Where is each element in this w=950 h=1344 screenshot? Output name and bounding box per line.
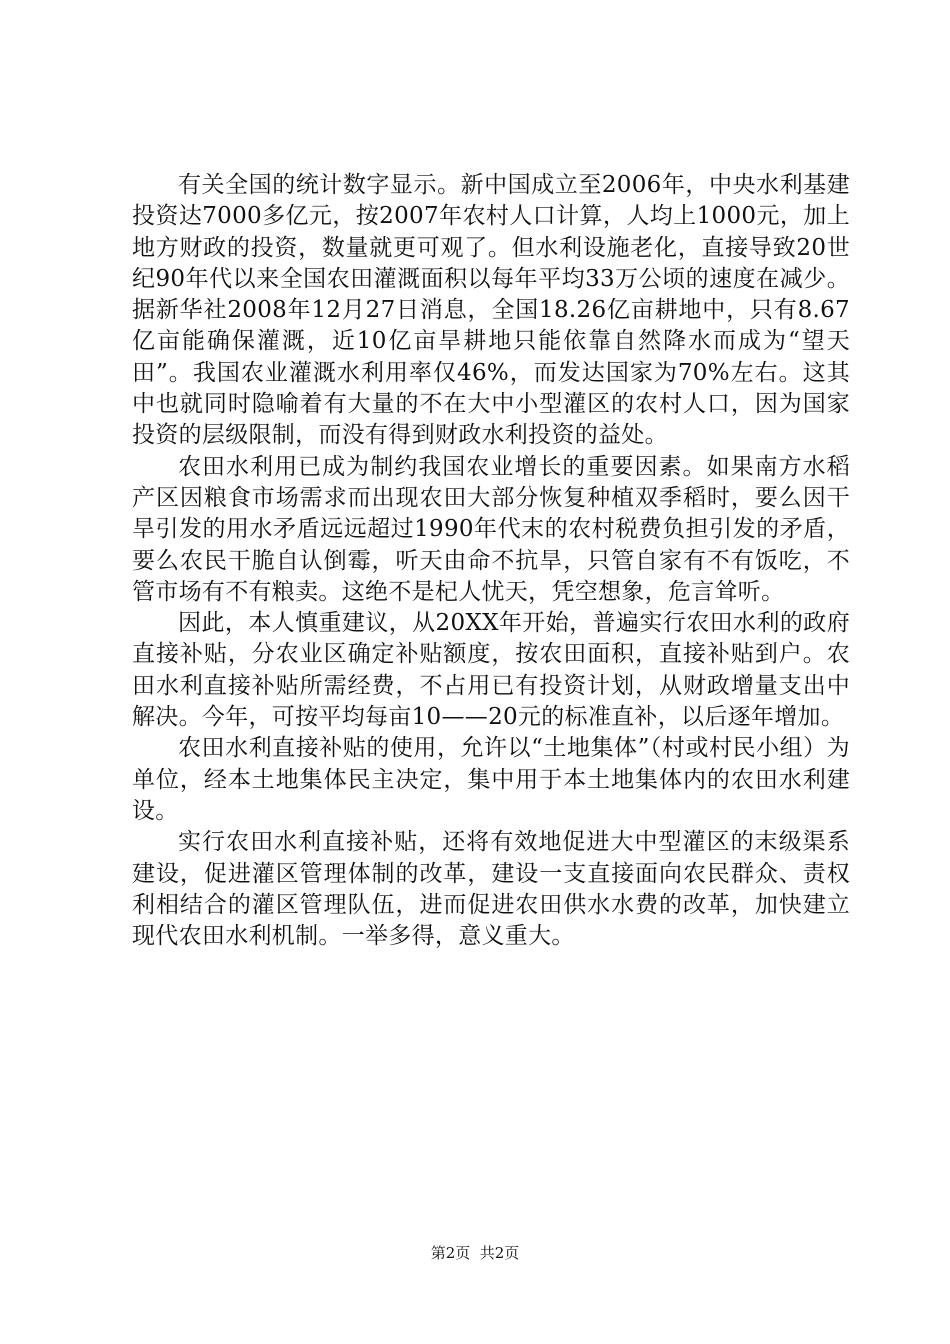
paragraph: 实行农田水利直接补贴，还将有效地促进大中型灌区的末级渠系建设，促进灌区管理体制的改革，建设一支直接面向农民群众、责权利相结合的灌区管理队伍，进而促进农田供水水费的改革，加快建立现代农田水利机制。一举多得，意义重大。	[132, 829, 850, 950]
paragraph: 农田水利直接补贴的使用，允许以“土地集体”（村或村民小组）为单位，经本土地集体民主决定，集中用于本土地集体内的农田水利建设。	[132, 735, 850, 824]
page-footer	[0, 1243, 950, 1263]
paragraph: 有关全国的统计数字显示。新中国成立至2006年，中央水利基建投资达7000多亿元，按2007年农村人口计算，人均上1000元，加上地方财政的投资，数量就更可观了。但水利设施老化，直接导致20世纪90年代以来全国农田灌溉面积以每年平均33万公顷的速度在减少。据新华社2008年12月27日消息，全国18.26亿亩耕地中，只有8.67亿亩能确保灌溉，近10亿亩旱耕地只能依靠自然降水而成为“望天田”。我国农业灌溉水利用率仅46%，而发达国家为70%左右。这其中也就同时隐喻着有大量的不在大中小型灌区的农村人口，因为国家投资的层级限制，而没有得到财政水利投资的益处。	[132, 172, 850, 449]
paragraph: 因此，本人慎重建议，从20XX年开始，普遍实行农田水利的政府直接补贴，分农业区确定补贴额度，按农田面积，直接补贴到户。农田水利直接补贴所需经费，不占用已有投资计划，从财政增量支出中解决。今年，可按平均每亩10——20元的标准直补，以后逐年增加。	[132, 610, 850, 731]
paragraph: 农田水利用已成为制约我国农业增长的重要因素。如果南方水稻产区因粮食市场需求而出现农田大部分恢复种植双季稻时，要么因干旱引发的用水矛盾远远超过1990年代末的农村税费负担引发的矛盾，要么农民干脆自认倒霉，听天由命不抗旱，只管自家有不有饭吃，不管市场有不有粮卖。这绝不是杞人忧天，凭空想象，危言耸听。	[132, 453, 850, 605]
document-body	[132, 170, 850, 952]
page-number: 第2页 共2页	[430, 1244, 520, 1262]
